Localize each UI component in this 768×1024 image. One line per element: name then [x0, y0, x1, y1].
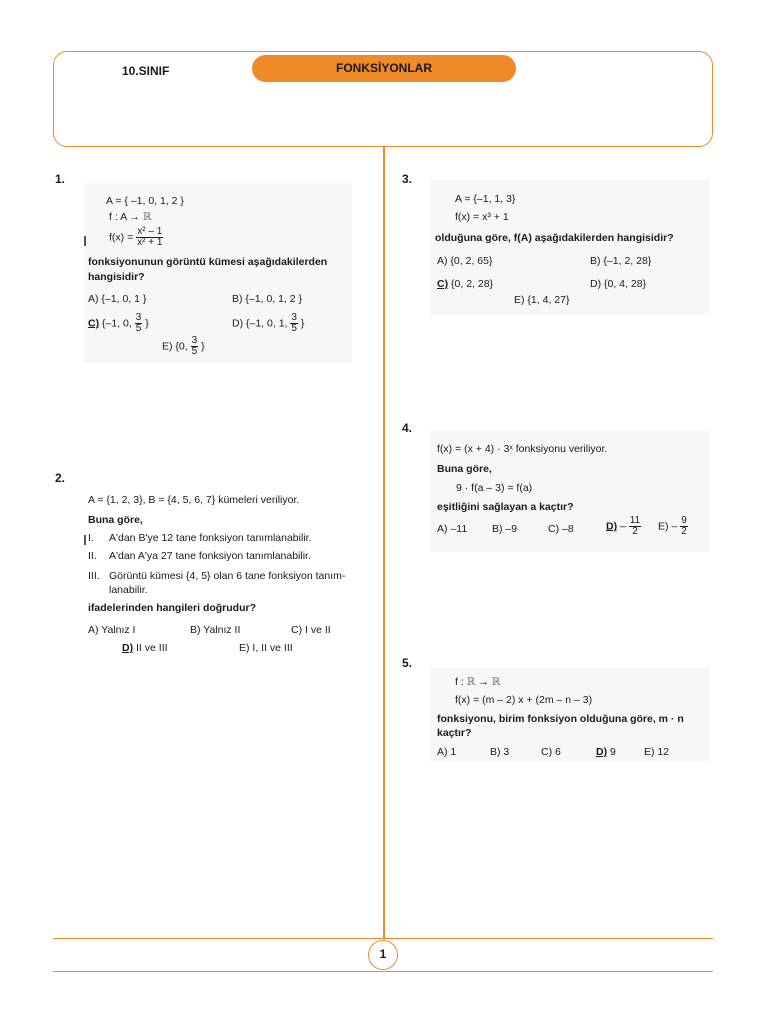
- buna-gore: Buna göre,: [88, 514, 143, 526]
- option-b: B) {–1, 2, 28}: [590, 255, 652, 267]
- topic-title: FONKSİYONLAR: [252, 55, 516, 82]
- statement-3-continued: lanabilir.: [109, 584, 148, 596]
- option-text: {–1, 0,: [102, 317, 132, 330]
- option-d-correct: [122, 642, 168, 654]
- option-fraction: [191, 336, 199, 357]
- option-e: E) I, II ve III: [239, 642, 293, 654]
- question-text: fonksiyonu, birim fonksiyon olduğuna göre, m · n: [437, 713, 684, 725]
- fraction-numerator: 3: [191, 335, 198, 346]
- option-e: E) {1, 4, 27}: [514, 294, 570, 306]
- option-letter: D): [596, 746, 608, 758]
- option-close: }: [201, 340, 205, 353]
- option-e: [658, 516, 688, 537]
- function-fraction: [136, 227, 163, 248]
- question-number: 3.: [402, 172, 413, 186]
- function-definition: f(x) = (x + 4) · 3ˣ fonksiyonu veriliyor.: [437, 443, 608, 455]
- map-label: f :: [455, 676, 464, 688]
- statement-number: II.: [88, 550, 97, 562]
- fraction-numerator: 11: [629, 515, 641, 526]
- option-letter: D): [122, 642, 134, 654]
- fraction-denominator: 2: [681, 526, 687, 537]
- option-letter: D): [606, 520, 618, 533]
- option-c: C) 6: [541, 746, 561, 758]
- option-close: }: [145, 317, 149, 330]
- function-prefix: f(x) =: [109, 231, 134, 244]
- question-text: hangisidir?: [88, 271, 145, 283]
- option-b: B) –9: [492, 523, 518, 535]
- option-letter: C): [437, 278, 449, 290]
- option-b: B) 3: [490, 746, 510, 758]
- statement-text: Görüntü kümesi {4, 5} olan 6 tane fonksiyon tanım-: [109, 570, 346, 582]
- option-a: A) {0, 2, 65}: [437, 255, 493, 267]
- fraction-numerator: x² – 1: [137, 226, 163, 237]
- function-definition: [109, 227, 163, 248]
- option-fraction: [629, 516, 641, 537]
- statement-number: III.: [88, 570, 100, 582]
- footer-line-top: [53, 938, 713, 939]
- margin-mark: [84, 535, 86, 545]
- option-d: D) {0, 4, 28}: [590, 278, 647, 290]
- margin-mark: [84, 236, 86, 246]
- set-a: A = { –1, 0, 1, 2 }: [106, 195, 184, 207]
- function-mapping: [109, 211, 152, 223]
- fraction-numerator: 3: [291, 312, 297, 323]
- buna-gore: Buna göre,: [437, 463, 492, 475]
- option-c: C) –8: [548, 523, 574, 535]
- statement-text: A'dan A'ya 27 tane fonksiyon tanımlanabilir.: [109, 550, 311, 562]
- function-mapping: [455, 676, 501, 688]
- option-d-correct: [596, 746, 616, 758]
- option-a: A) –11: [437, 523, 468, 535]
- option-fraction: [290, 313, 298, 334]
- option-text: 9: [610, 746, 616, 758]
- footer-line-bottom: [53, 971, 713, 972]
- option-c: C) I ve II: [291, 624, 331, 636]
- question-number: 2.: [55, 471, 66, 485]
- option-fraction: [135, 313, 143, 334]
- statement-2: [88, 550, 311, 562]
- fraction-denominator: 5: [135, 323, 142, 334]
- question-number: 1.: [55, 172, 66, 186]
- statement-1: [88, 532, 311, 544]
- statement-text: A'dan B'ye 12 tane fonksiyon tanımlanabilir.: [109, 532, 312, 544]
- function-definition: f(x) = (m – 2) x + (2m – n – 3): [455, 694, 593, 706]
- question-text: ifadelerinden hangileri doğrudur?: [88, 602, 257, 614]
- question-text: olduğuna göre, f(A) aşağıdakilerden hangisidir?: [435, 232, 674, 244]
- fraction-numerator: 9: [681, 515, 687, 526]
- option-text: E) {0,: [162, 340, 188, 353]
- option-a: A) Yalnız I: [88, 624, 136, 636]
- option-text: II ve III: [136, 642, 168, 654]
- map-label: f : A →: [109, 211, 140, 223]
- option-a: A) {–1, 0, 1 }: [88, 293, 147, 305]
- statement-number: I.: [88, 532, 94, 544]
- function-definition: f(x) = x³ + 1: [455, 211, 509, 223]
- page-number: 1: [368, 940, 398, 970]
- question-text: fonksiyonunun görüntü kümesi aşağıdakilerden: [88, 256, 328, 268]
- question-text: eşitliğini sağlayan a kaçtır?: [437, 501, 574, 513]
- grade-label: 10.SINIF: [122, 64, 170, 78]
- question-number: 5.: [402, 656, 413, 670]
- option-e: E) 12: [644, 746, 670, 758]
- option-c-correct: [88, 313, 149, 334]
- fraction-denominator: 5: [291, 323, 297, 334]
- statement-3: [88, 570, 345, 582]
- fraction-denominator: 5: [191, 346, 198, 357]
- option-d: [232, 313, 304, 334]
- equation: 9 · f(a – 3) = f(a): [456, 482, 533, 494]
- option-c-correct: [437, 278, 493, 290]
- option-d-correct: [606, 516, 641, 537]
- real-set-symbol: ℝ: [466, 676, 476, 688]
- option-close: }: [300, 317, 305, 330]
- option-fraction: [680, 516, 688, 537]
- option-b: B) {–1, 0, 1, 2 }: [232, 293, 303, 305]
- column-divider: [383, 147, 385, 939]
- option-text: D) {–1, 0, 1,: [232, 317, 288, 330]
- fraction-denominator: x² + 1: [137, 237, 163, 248]
- question-text: kaçtır?: [437, 727, 472, 739]
- option-a: A) 1: [437, 746, 457, 758]
- set-a: A = {–1, 1, 3}: [455, 193, 516, 205]
- fraction-numerator: 3: [135, 312, 142, 323]
- question-number: 4.: [402, 421, 413, 435]
- option-text: {0, 2, 28}: [451, 278, 494, 290]
- option-e: [162, 336, 205, 357]
- option-sign: –: [620, 520, 626, 533]
- fraction-denominator: 2: [632, 526, 638, 537]
- sets-statement: A = {1, 2, 3}, B = {4, 5, 6, 7} kümeleri veriliyor.: [88, 494, 300, 506]
- option-b: B) Yalnız II: [190, 624, 241, 636]
- real-set-symbol: ℝ: [491, 676, 501, 688]
- arrow-symbol: →: [478, 676, 489, 688]
- option-letter: C): [88, 317, 100, 330]
- real-set-symbol: ℝ: [142, 211, 152, 223]
- option-text: E) –: [658, 520, 678, 533]
